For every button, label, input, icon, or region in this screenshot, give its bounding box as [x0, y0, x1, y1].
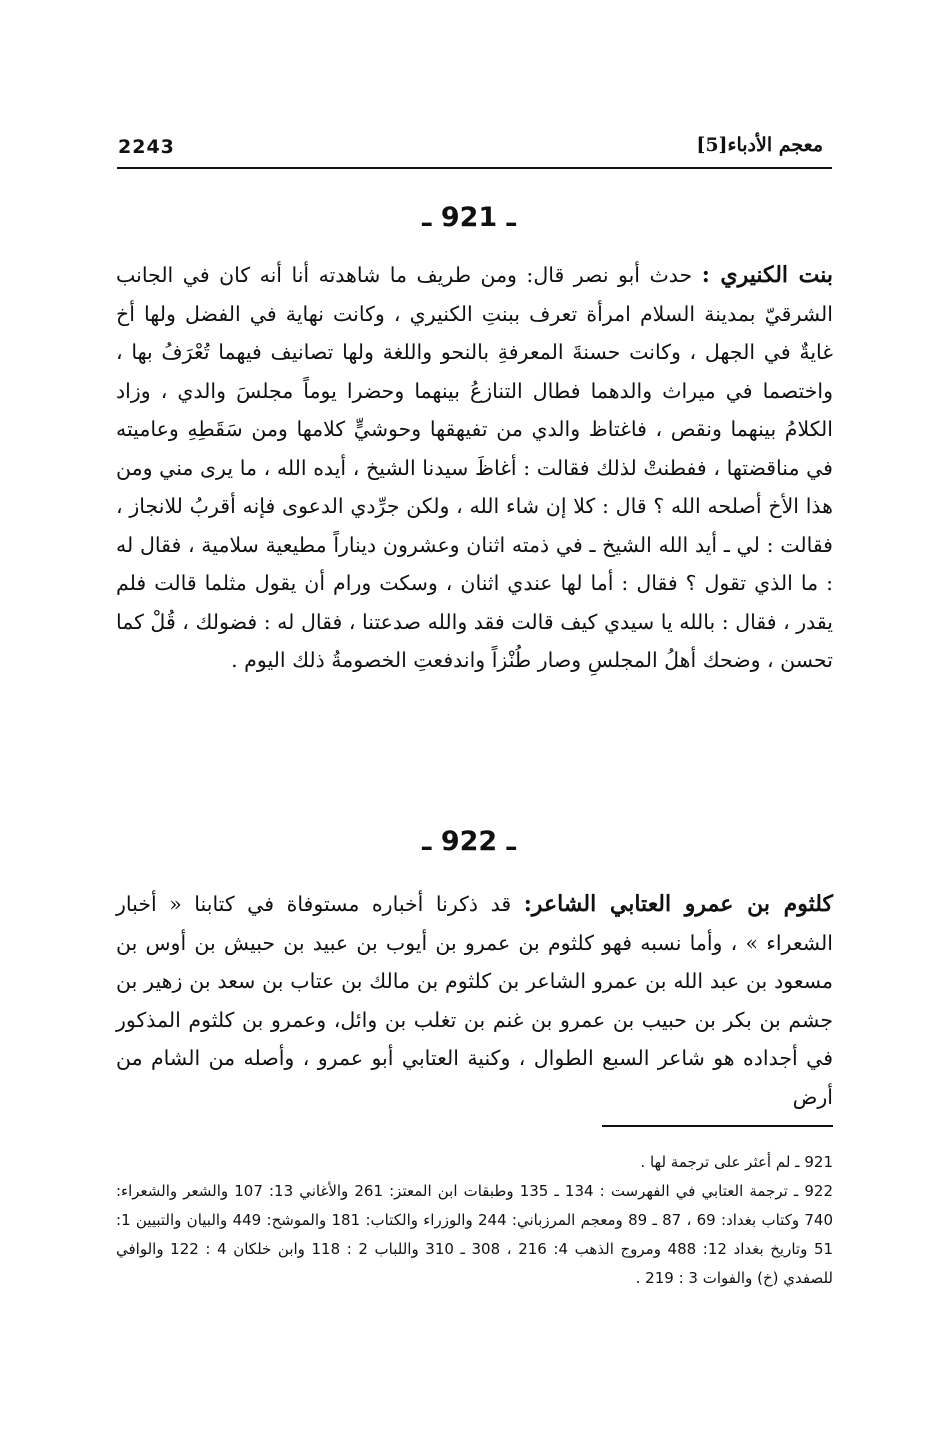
footnote: 921 ـ لم أعثر على ترجمة لها . [640, 1153, 833, 1171]
entry-body [116, 256, 833, 680]
entry-heading: كلثوم بن عمرو العتابي الشاعر: [523, 891, 833, 917]
entry-body [116, 885, 833, 1116]
entry-text: حدث أبو نصر قال: ومن طريف ما شاهدته أنا أنه كان في الجانب الشرقيّ بمدينة السلام امرأة تعرف ببنتِ الكنيري ، وكانت نهاية في الفضل ولها أخ غايةٌ في الجهل ، وكانت حسنةَ المعرفةِ بالنحو واللغة ولها تصانيف فيهما تُعْرَفُ بها ، واختصما في ميراث والدهما فطال التنازعُ بينهما وحضرا يوماً مجلسَ والدي ، وزاد الكلامُ بينهما ونقص ، فاغتاظ والدي من تفيهقها وحوشيٍّ كلامها ومن سَقَطِهِ وعاميته في مناقضتها ، ففطنتْ لذلك فقالت : أغاظَ سيدنا الشيخ ، أيده الله ، ما يرى مني ومن هذا الأخ أصلحه الله ؟ قال : كلا إن شاء الله ، ولكن جرِّدي الدعوى فإنه أقربُ للانجاز ، فقالت : لي ـ أيد الله الشيخ ـ في ذمته اثنان وعشرون ديناراً مطيعية سلامية ، فقال له : ما الذي تقول ؟ فقال : أما لها عندي اثنان ، وسكت ورام أن يقول مثلما قالت فلم يقدر ، فقال : بالله يا سيدي كيف قالت فقد والله صدعتنا ، فقال له : فضولك ، قُلْ كما تحسن ، وضحك أهلُ المجلسِ وصار طُنْزاً واندفعتِ الخصومةُ ذلك اليوم . [116, 263, 833, 672]
page-number: 2243 [118, 136, 175, 158]
footnote: 922 ـ ترجمة العتابي في الفهرست : 134 ـ 135 وطبقات ابن المعتز: 261 والأغاني 13: 107 والشعر والشعراء: 740 وكتاب بغداد: 69 ، 87 ـ 89 ومعجم المرزباني: 244 والوزراء والكتاب: 181 والموشح: 449 والبيان والتبيين 1: 51 وتاريخ بغداد 12: 488 ومروج الذهب 4: 216 ، 308 ـ 310 واللباب 2 : 118 وابن خلكان 4 : 122 والوافي للصفدي (خ) والفوات 3 : 219 . [116, 1182, 834, 1287]
entry-text: قد ذكرنا أخباره مستوفاة في كتابنا « أخبار الشعراء » ، وأما نسبه فهو كلثوم بن عمرو بن أيوب بن عبيد بن حبيش بن أوس بن مسعود بن عبد الله بن عمرو الشاعر بن كلثوم بن مالك بن عتاب بن سعد بن زهير بن جشم بن بكر بن حبيب بن عمرو بن غنم بن تغلب بن وائل، وعمرو بن كلثوم المذكور في أجداده هو شاعر السبع الطوال ، وكنية العتابي أبو عمرو ، وأصله من الشام من أرض [116, 892, 834, 1109]
entry-number: ـ 922 ـ [422, 826, 516, 857]
running-title: معجم الأدباء[5] [696, 134, 823, 156]
footnotes [116, 1148, 833, 1293]
entry-number: ـ 921 ـ [422, 202, 516, 233]
header-rule [117, 167, 832, 169]
footnote-rule [602, 1125, 833, 1127]
entry-heading: بنت الكنيري : [701, 262, 834, 288]
